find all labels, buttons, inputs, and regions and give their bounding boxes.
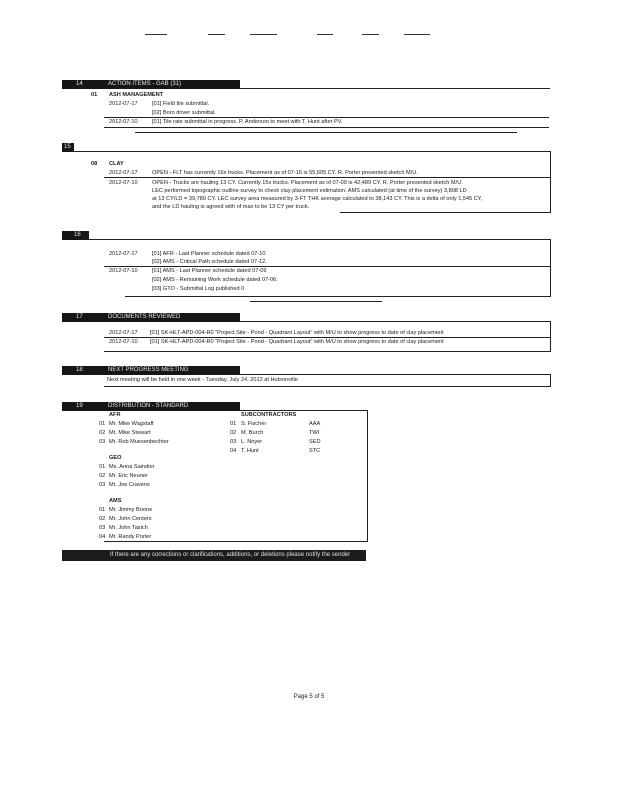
distribution-person-number: 03 [99,482,106,488]
distribution-person-number: 01 [99,421,106,427]
subcontractor-number: 02 [230,430,237,436]
subcontractor-number: 04 [230,448,237,454]
entry-date: 2012-07-10 [109,268,138,274]
section-15-bottom-rule [340,212,551,213]
entry-text: [01] AMS - Last Planner schedule dated 07-09 [152,268,267,274]
subcontractor-code: SED [309,439,321,445]
entry-text: [01] AFR - Last Planner schedule dated 07-10 [152,251,266,257]
subcontractor-name: T. Hunt [241,448,259,454]
distribution-person-number: 01 [99,464,106,470]
distribution-person-number: 01 [99,507,106,513]
section-16-header [62,231,89,240]
entry-date: 2012-07-17 [109,170,138,176]
distribution-group-title: AMS [109,498,122,504]
distribution-person-name: Mr. Eric Neuner [109,473,148,479]
section-number: 17 [76,314,83,320]
subcontractor-code: TWI [309,430,320,436]
section-17-bottom-rule [104,351,551,352]
section-18-top-rule [240,374,551,375]
section-14-header [62,80,240,89]
entry-text: [03] GTO - Submittal Log published 0 [152,286,245,292]
entry-number: 01 [91,92,98,98]
section-15-top-rule [74,151,551,152]
entry-date: 2012-07-17 [109,251,138,257]
section-19-top-rule [240,410,368,411]
entry-separator [104,117,549,118]
section-title: DISTRIBUTION - STANDARD [108,403,189,409]
header-line-3 [250,34,277,35]
section-15-right-rule [550,151,551,212]
section-number: 15 [64,144,71,150]
section-16-right-rule [550,239,551,296]
distribution-person-name: Mr. John Centers [109,516,152,522]
section-15-header [62,143,74,152]
entry-text: at 13 CY/LD = 39,780 CY. LEC survey area measured by 3-FT THK average calculated to 38,143 CY. This is a delta of only 1,545 CY, [152,196,483,202]
distribution-person-number: 03 [99,525,106,531]
subcontractor-name: S. Fischer [241,421,267,427]
section-18-right-rule [550,374,551,386]
header-line-1 [145,34,167,35]
next-meeting-text: Next meeting will be held in one week - Tuesday, July 24, 2012 at Hutsonville [107,377,298,383]
header-line-2 [208,34,225,35]
distribution-group-title: AFR [109,412,121,418]
entry-text: [01] SK-HLT-APD-004-R0 "Project Site - Pond - Quadrant Layout" with M/U to show progress to date of clay placement [150,330,444,336]
distribution-person-name: Mr. Jimmy Boone [109,507,153,513]
distribution-person-name: Mr. John Tasich [109,525,148,531]
distribution-person-name: Ms. Anna Saindon [109,464,155,470]
section-18-bottom-rule [104,386,551,387]
section-14-bottom-rule [104,127,549,128]
section-16-top-rule [89,239,551,240]
section-16-footer-rule [250,301,382,302]
section-title: DOCUMENTS REVIEWED [108,314,181,320]
entry-text: [01] SK-HLT-APD-004-R0 "Project Site - Pond - Quadrant Layout" with M/U to show progress to date of clay placement [150,339,444,345]
entry-text: and the LD hauling is agreed with of max to be 13 CY per truck. [152,204,310,210]
entry-text: OPEN - Trucks are hauling 13 CY. Currently 15x trucks. Placement as of 07-09 is 42,489 CY. R. Porter presented sketch M/U. [152,180,463,186]
subcontractor-code: STC [309,448,321,454]
section-17-top-rule [240,321,551,322]
distribution-person-name: Mr. Rob Muesenbechter [109,439,169,445]
distribution-person-number: 02 [99,473,106,479]
header-line-4 [317,34,333,35]
section-17-header [62,313,240,322]
distribution-person-name: Mr. Joe Cravens [109,482,150,488]
section-number: 16 [74,232,81,238]
section-19-right-rule [367,410,368,541]
distribution-person-name: Mr. Mike Stewart [109,430,151,436]
subcontractors-title: SUBCONTRACTORS [241,412,297,418]
entry-text: OPEN - FLT has currently 16x trucks. Placement as of 07-16 is 55,605 CY. R. Porter presented sketch M/U. [152,170,418,176]
subcontractor-name: M. Burch [241,430,264,436]
page-number: Page 5 of 5 [293,694,325,700]
entry-text: [01] Field tile submittal. [152,101,210,107]
entry-text: [02] Boro driver submittal. [152,110,216,116]
entry-text: [02] AMS - Remaining Work schedule dated 07-06. [152,277,278,283]
entry-date: 2012-07-17 [109,101,138,107]
section-19-bottom-rule [104,541,368,542]
entry-text: LEC performed topographic outline survey to check clay placement estimation. AMS calculated (at time of the survey) 3,808 LD [152,188,467,194]
section-number: 14 [76,81,83,87]
corrections-note [62,550,366,561]
entry-text: [02] AMS - Critical Path schedule dated 07-12. [152,259,267,265]
entry-date: 2012-07-10 [109,339,138,345]
distribution-person-number: 02 [99,516,106,522]
entry-separator [104,177,550,178]
entry-label: CLAY [109,161,124,167]
section-17-right-rule [550,321,551,351]
section-16-bottom-rule [125,296,551,297]
subcontractor-name: L. Noyer [241,439,263,445]
entry-separator [104,266,550,267]
section-14-top-rule [240,88,550,89]
entry-date: 2012-07-17 [109,330,138,336]
distribution-person-name: Mr. Mike Wagstaff [109,421,154,427]
corrections-note-text: If there are any corrections or clarifications, additions, or deletions please notify the sender [110,552,351,558]
distribution-person-number: 03 [99,439,106,445]
entry-text: [01] Tile rate submittal in progress. P. Anderson to meet with T. Hunt after PV. [152,119,343,125]
subcontractor-number: 01 [230,421,237,427]
distribution-person-name: Mr. Randy Porter [109,534,152,540]
distribution-person-number: 02 [99,430,106,436]
header-line-5 [362,34,379,35]
entry-number: 08 [91,161,98,167]
subcontractor-number: 03 [230,439,237,445]
section-number: 19 [76,403,83,409]
entry-label: ASH MANAGEMENT [109,92,164,98]
entry-date: 2012-07-10 [109,180,138,186]
distribution-person-number: 04 [99,534,106,540]
section-19-header [62,402,240,411]
entry-separator [104,337,550,338]
section-number: 18 [76,367,83,373]
distribution-group-title: GEO [109,455,122,461]
section-18-header [62,366,240,375]
entry-date: 2012-07-10 [109,119,138,125]
subcontractor-code: AAA [309,421,321,427]
section-title: NEXT PROGRESS MEETING [108,367,189,373]
section-title: ACTION ITEMS - GAB (31) [108,81,182,87]
section-14-footer-rule [135,132,517,133]
header-line-6 [404,34,430,35]
